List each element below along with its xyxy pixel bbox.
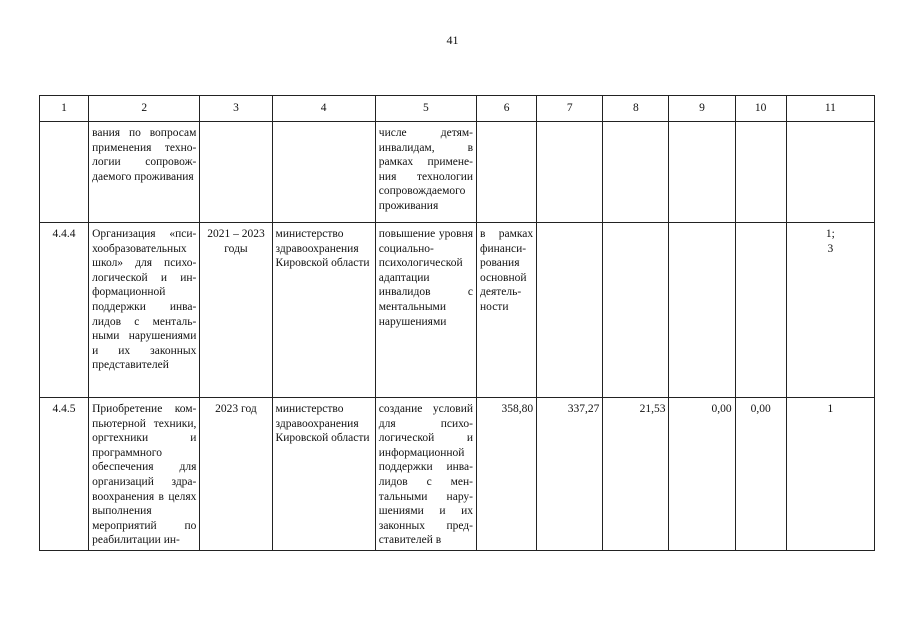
cell-result: создание условий для психологической и информационной поддержки инвалидов с ментальными нарушениями и их законных представителей в [375,398,476,551]
cell-num: 4.4.4 [40,223,89,398]
cell-funding-total: 358,80 [477,398,537,551]
cell-col11: 1 [786,398,874,551]
column-header-7: 7 [537,96,603,122]
cell-col11 [786,122,874,223]
column-header-2: 2 [89,96,200,122]
header-row [40,96,875,122]
column-header-4: 4 [272,96,375,122]
cell-period [200,122,272,223]
cell-col7 [537,223,603,398]
cell-col10: 0,00 [735,398,786,551]
page-number: 41 [446,33,459,47]
cell-funding-total: в рамках финансирования основной деятельности [477,223,537,398]
program-activities-table [39,95,875,551]
cell-col7: 337,27 [537,398,603,551]
cell-executor: министерство здравоохранения Кировской области [272,223,375,398]
cell-result: повышение уровня социально-психологической адаптации инвалидов с ментальными нарушениями [375,223,476,398]
cell-num: 4.4.5 [40,398,89,551]
cell-col9 [669,223,735,398]
cell-col9 [669,122,735,223]
cell-col8 [603,122,669,223]
column-header-11: 11 [786,96,874,122]
cell-num [40,122,89,223]
column-header-5: 5 [375,96,476,122]
cell-executor: министерство здравоохранения Кировской области [272,398,375,551]
column-header-8: 8 [603,96,669,122]
table-row [40,122,875,223]
cell-col8 [603,223,669,398]
cell-col10 [735,223,786,398]
cell-period: 2021 – 2023 годы [200,223,272,398]
cell-activity-name: Приобретение компьютерной техники, оргтехники и программного обеспечения для организаций здравоохранения в целях выполнения мероприятий по реабилитации ин- [89,398,200,551]
column-header-9: 9 [669,96,735,122]
column-header-10: 10 [735,96,786,122]
cell-result: числе детям-инвалидам, в рамках применения технологии сопровождаемого проживания [375,122,476,223]
cell-col8: 21,53 [603,398,669,551]
cell-col11: 1; 3 [786,223,874,398]
cell-col9: 0,00 [669,398,735,551]
table-row [40,223,875,398]
column-header-6: 6 [477,96,537,122]
cell-period: 2023 год [200,398,272,551]
cell-executor [272,122,375,223]
cell-funding-total [477,122,537,223]
column-header-1: 1 [40,96,89,122]
cell-activity-name: вания по вопросам применения технологии сопровождаемого проживания [89,122,200,223]
table-row [40,398,875,551]
cell-activity-name: Организация «психообразовательных школ» для психологической и информационной поддержки инвалидов с ментальными нарушениями и их законных представителей [89,223,200,398]
column-header-3: 3 [200,96,272,122]
cell-col7 [537,122,603,223]
cell-col10 [735,122,786,223]
